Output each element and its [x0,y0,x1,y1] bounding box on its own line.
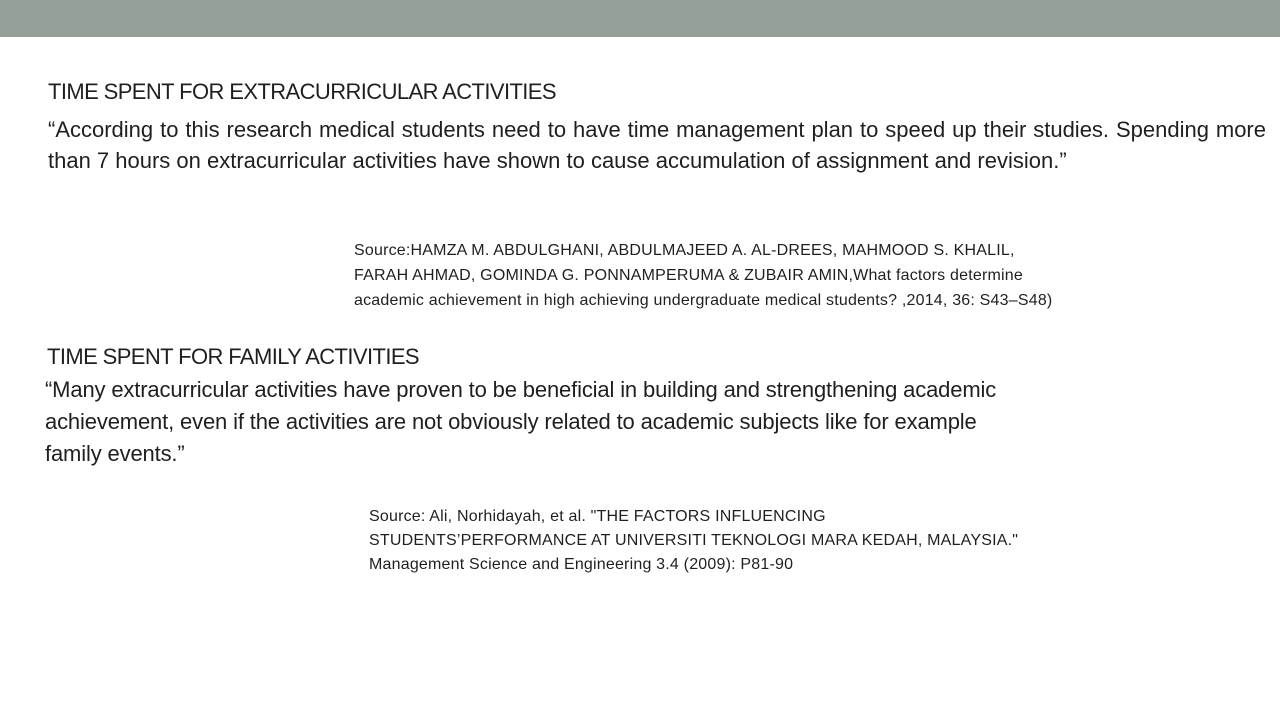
source-line: academic achievement in high achieving undergraduate medical students? ,2014, 36: S43–S48) [354,292,1053,309]
source-citation-family [369,505,1249,577]
section-heading-family: TIME SPENT FOR FAMILY ACTIVITIES [47,344,419,369]
quote-family [45,374,1225,470]
source-citation-extracurricular [354,238,1259,313]
source-line: FARAH AHMAD, GOMINDA G. PONNAMPERUMA & ZUBAIR AMIN,What factors determine [354,267,1023,284]
top-accent-bar [0,0,1280,37]
quote-line: family events.” [45,441,185,466]
source-line: Source: Ali, Norhidayah, et al. "THE FACTORS INFLUENCING [369,508,826,525]
quote-line: achievement, even if the activities are not obviously related to academic subjects like for example [45,409,977,434]
quote-line: “Many extracurricular activities have proven to be beneficial in building and strengthening academic [45,377,997,402]
section-heading-extracurricular: TIME SPENT FOR EXTRACURRICULAR ACTIVITIES [48,79,556,104]
source-line: Management Science and Engineering 3.4 (2009): P81-90 [369,556,794,573]
source-line: STUDENTS’PERFORMANCE AT UNIVERSITI TEKNOLOGI MARA KEDAH, MALAYSIA." [369,532,1019,549]
source-line: Source:HAMZA M. ABDULGHANI, ABDULMAJEED A. AL-DREES, MAHMOOD S. KHALIL, [354,242,1015,259]
quote-extracurricular: “According to this research medical students need to have time management plan to speed up their studies. Spending more than 7 hours on extracurricular activities have shown to cause accumulation of assignment and revision.” [48,117,1266,173]
